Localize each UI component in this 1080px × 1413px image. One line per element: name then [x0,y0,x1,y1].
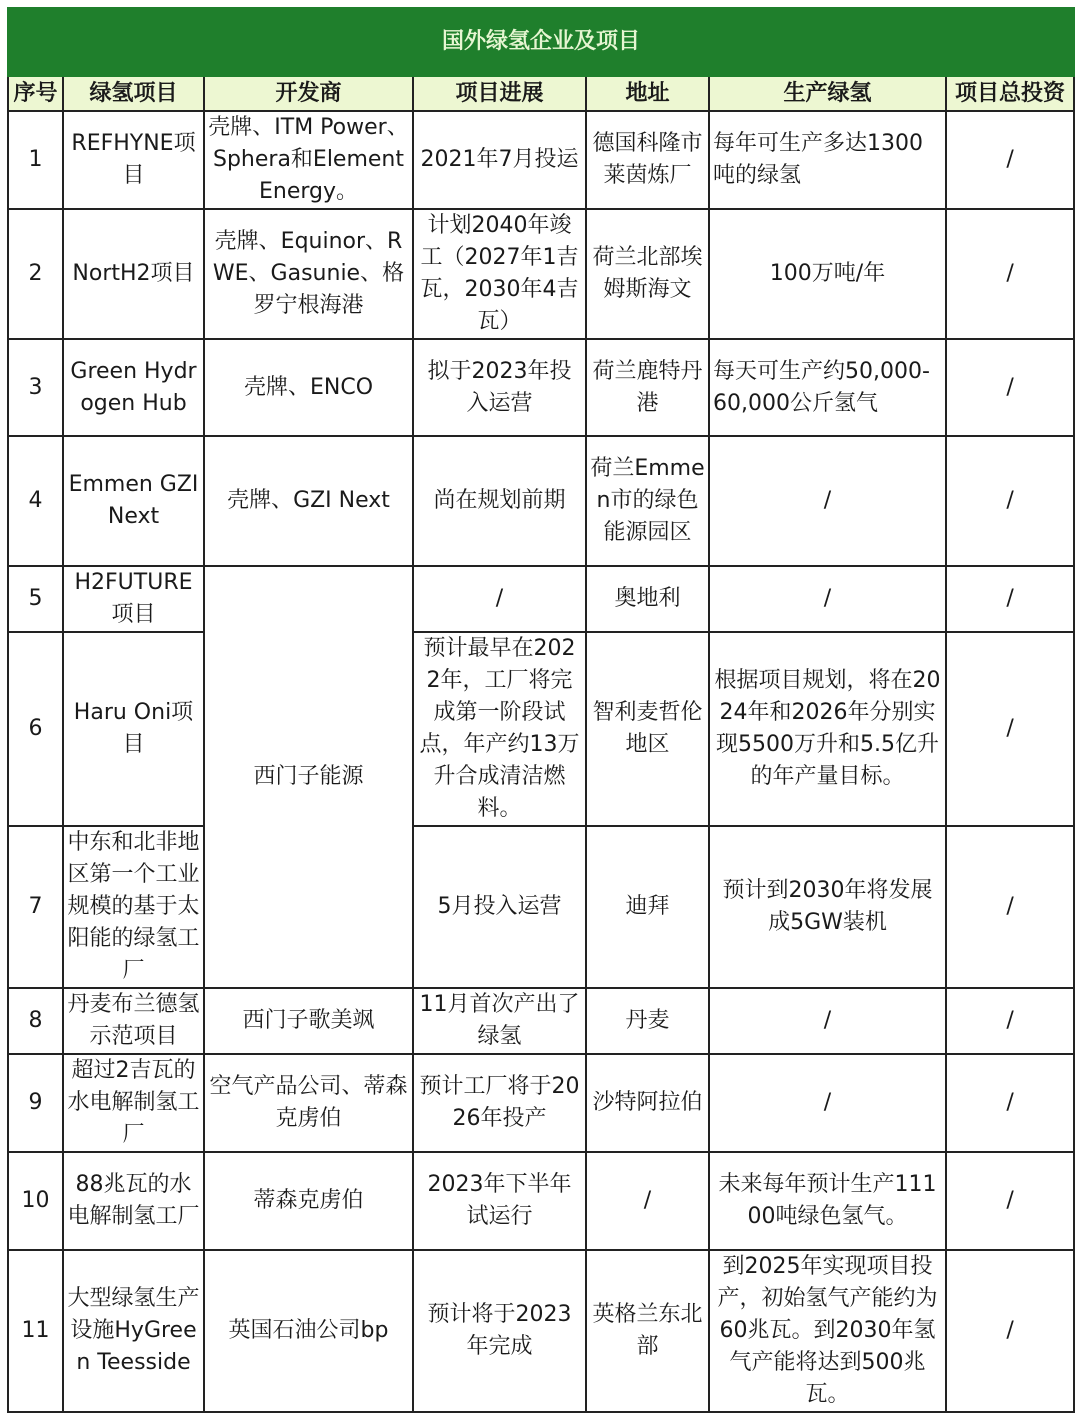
cell-output: 预计到2030年将发展成5GW装机 [709,826,946,988]
table-row [8,632,1074,826]
cell-investment: / [946,826,1074,988]
header-col-project: 绿氢项目 [63,76,204,111]
cell-location: 丹麦 [586,988,709,1054]
cell-investment: / [946,209,1074,339]
cell-location: 迪拜 [586,826,709,988]
cell-project: NortH2项目 [63,209,204,339]
cell-output: 每年可生产多达1300吨的绿氢 [709,111,946,209]
cell-output: 每天可生产约50,000-60,000公斤氢气 [709,339,946,436]
cell-developer: 空气产品公司、蒂森克虏伯 [204,1054,413,1152]
cell-project: 丹麦布兰德氢示范项目 [63,988,204,1054]
table-row [8,209,1074,339]
header-col-output: 生产绿氢 [709,76,946,111]
cell-investment: / [946,566,1074,632]
cell-progress: 11月首次产出了绿氢 [413,988,586,1054]
cell-developer: 壳牌、Equinor、RWE、Gasunie、格罗宁根海港 [204,209,413,339]
cell-progress: 预计工厂将于2026年投产 [413,1054,586,1152]
cell-number: 6 [8,632,63,826]
cell-number: 11 [8,1250,63,1412]
cell-project: Green Hydrogen Hub [63,339,204,436]
cell-number: 3 [8,339,63,436]
cell-project: H2FUTURE项目 [63,566,204,632]
cell-progress: 计划2040年竣工（2027年1吉瓦，2030年4吉瓦） [413,209,586,339]
table-row [8,339,1074,436]
cell-project: Emmen GZI Next [63,436,204,566]
cell-project: Haru Oni项目 [63,632,204,826]
table-title: 国外绿氢企业及项目 [8,8,1074,76]
cell-location: 沙特阿拉伯 [586,1054,709,1152]
table-row [8,988,1074,1054]
cell-progress: 5月投入运营 [413,826,586,988]
cell-project: 中东和北非地区第一个工业规模的基于太阳能的绿氢工厂 [63,826,204,988]
cell-output: / [709,988,946,1054]
cell-progress: 2023年下半年试运行 [413,1152,586,1250]
cell-developer: 壳牌、GZI Next [204,436,413,566]
header-col-developer: 开发商 [204,76,413,111]
cell-output: 100万吨/年 [709,209,946,339]
table-row [8,1152,1074,1250]
cell-developer: 壳牌、ITM Power、Sphera和Element Energy。 [204,111,413,209]
cell-progress: 预计将于2023年完成 [413,1250,586,1412]
cell-investment: / [946,436,1074,566]
cell-project: 88兆瓦的水电解制氢工厂 [63,1152,204,1250]
cell-developer: 蒂森克虏伯 [204,1152,413,1250]
cell-investment: / [946,632,1074,826]
cell-location: 智利麦哲伦地区 [586,632,709,826]
table-row [8,1250,1074,1412]
cell-location: 英格兰东北部 [586,1250,709,1412]
cell-output: 根据项目规划，将在2024年和2026年分别实现5500万升和5.5亿升的年产量目标。 [709,632,946,826]
cell-investment: / [946,111,1074,209]
table-row [8,111,1074,209]
cell-output: / [709,1054,946,1152]
cell-location: 荷兰鹿特丹港 [586,339,709,436]
cell-number: 9 [8,1054,63,1152]
table-row [8,1054,1074,1152]
cell-output: 到2025年实现项目投产，初始氢气产能约为60兆瓦。到2030年氢气产能将达到500兆瓦。 [709,1250,946,1412]
cell-location: 奥地利 [586,566,709,632]
cell-number: 4 [8,436,63,566]
cell-developer: 英国石油公司bp [204,1250,413,1412]
cell-location: / [586,1152,709,1250]
cell-investment: / [946,1152,1074,1250]
cell-investment: / [946,988,1074,1054]
cell-number: 2 [8,209,63,339]
cell-output: / [709,436,946,566]
cell-investment: / [946,1054,1074,1152]
cell-output: / [709,566,946,632]
cell-number: 8 [8,988,63,1054]
cell-location: 荷兰北部埃姆斯海文 [586,209,709,339]
cell-investment: / [946,339,1074,436]
cell-developer: 西门子歌美飒 [204,988,413,1054]
header-col-number: 序号 [8,76,63,111]
cell-progress: 预计最早在2022年，工厂将完成第一阶段试点，年产约13万升合成清洁燃料。 [413,632,586,826]
table-row [8,436,1074,566]
table-row [8,566,1074,632]
cell-progress: / [413,566,586,632]
green-hydrogen-table [7,7,1075,1413]
cell-project: 大型绿氢生产设施HyGreen Teesside [63,1250,204,1412]
cell-output: 未来每年预计生产11100吨绿色氢气。 [709,1152,946,1250]
cell-number: 5 [8,566,63,632]
header-col-location: 地址 [586,76,709,111]
cell-location: 德国科隆市莱茵炼厂 [586,111,709,209]
cell-progress: 2021年7月投运 [413,111,586,209]
cell-number: 1 [8,111,63,209]
cell-developer: 西门子能源 [204,566,413,988]
table-row [8,826,1074,988]
cell-number: 7 [8,826,63,988]
cell-project: REFHYNE项目 [63,111,204,209]
header-col-progress: 项目进展 [413,76,586,111]
cell-investment: / [946,1250,1074,1412]
cell-developer: 壳牌、ENCO [204,339,413,436]
header-col-investment: 项目总投资 [946,76,1074,111]
cell-location: 荷兰Emmen市的绿色能源园区 [586,436,709,566]
cell-project: 超过2吉瓦的水电解制氢工厂 [63,1054,204,1152]
cell-number: 10 [8,1152,63,1250]
cell-progress: 拟于2023年投入运营 [413,339,586,436]
cell-progress: 尚在规划前期 [413,436,586,566]
